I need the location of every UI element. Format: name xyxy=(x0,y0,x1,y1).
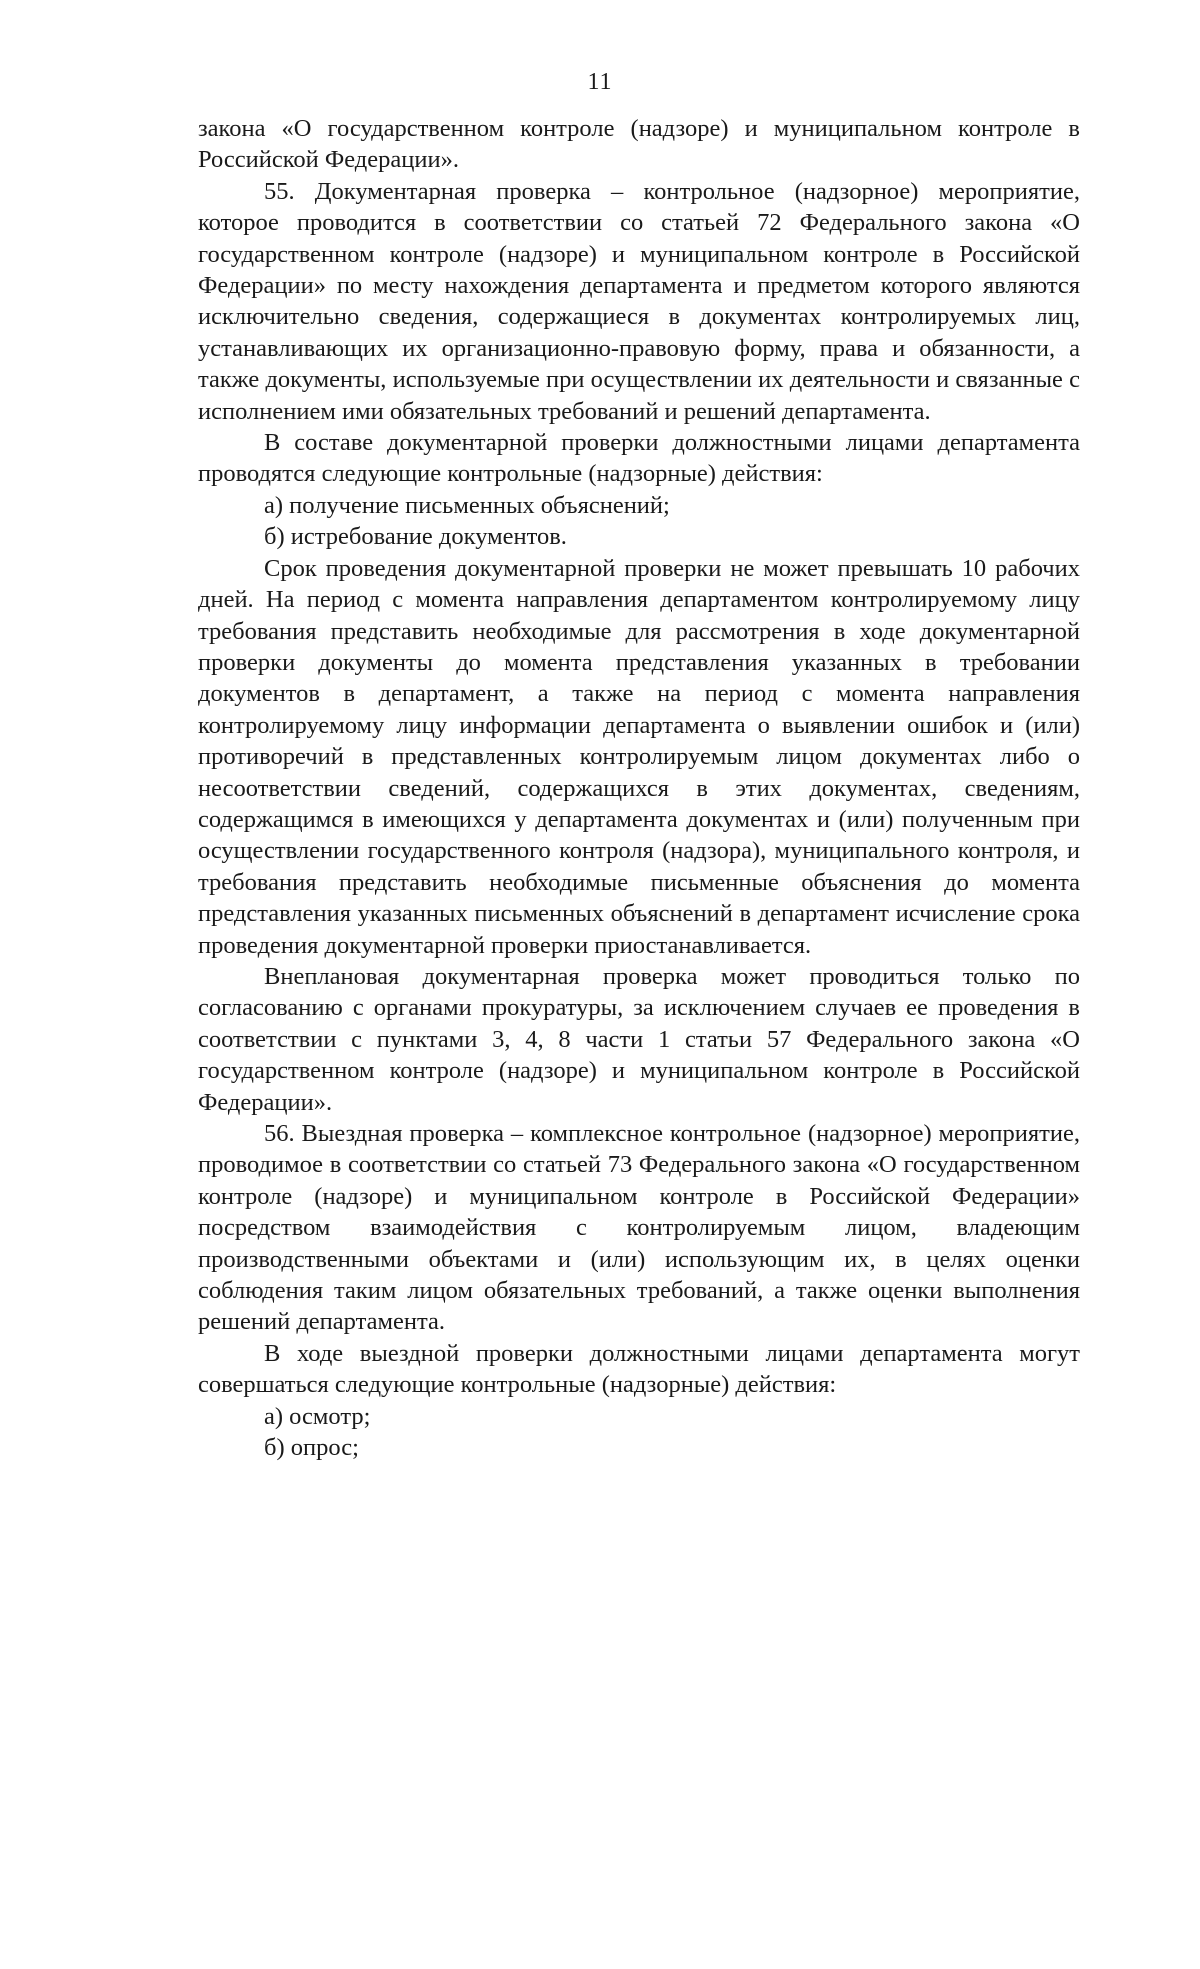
paragraph-onsite-actions: В ходе выездной проверки должностными лицами департамента могут совершаться следующие контрольные (надзорные) действия: xyxy=(198,1339,1080,1399)
paragraph-item-55: 55. Документарная проверка – контрольное (надзорное) мероприятие, которое проводится в соответствии со статьей 72 Федерального закона «О государственном контроле (надзоре) и муниципальном контроле в Российской Федерации» по месту нахождения департамента и предметом которого являются исключительно сведения, содержащиеся в документах контролируемых лиц, устанавливающих их организационно-правовую форму, права и обязанности, а также документы, используемые при осуществлении их деятельности и связанные с исполнением ими обязательных требований и решений департамента. xyxy=(198,177,1080,425)
list-item-b: б) истребование документов. xyxy=(264,523,567,551)
list-item-a-inspection: а) осмотр; xyxy=(264,1402,371,1430)
paragraph-documentary-actions: В составе документарной проверки должностными лицами департамента проводятся следующие контрольные (надзорные) действия: xyxy=(198,429,1080,488)
list-item-a: а) получение письменных объяснений; xyxy=(264,491,670,519)
page-number: 11 xyxy=(587,69,613,95)
paragraph-inspection-term: Срок проведения документарной проверки не может превышать 10 рабочих дней. На период с момента направления департаментом контролируемому лицу требования представить необходимые для рассмотрения в ходе документарной проверки документы до момента представления указанных в требовании документов в департамент, а также на период с момента направления контролируемому лицу информации департамента о выявлении ошибок и (или) противоречий в представленных контролируемым лицом документах либо о несоответствии сведений, содержащихся в этих документах, сведениям, содержащимся в имеющихся у департамента документах и (или) полученным при осуществлении государственного контроля (надзора), муниципального контроля, и требования представить необходимые письменные объяснения до момента представления указанных письменных объяснений в департамент исчисление срока проведения документарной проверки приостанавливается. xyxy=(198,554,1080,959)
paragraph-unscheduled-inspection: Внеплановая документарная проверка может проводиться только по согласованию с органами прокуратуры, за исключением случаев ее проведения в соответствии с пунктами 3, 4, 8 части 1 статьи 57 Федерального закона «О государственном контроле (надзоре) и муниципальном контроле в Российской Федерации». xyxy=(198,962,1080,1116)
paragraph-item-56: 56. Выездная проверка – комплексное контрольное (надзорное) мероприятие, проводимое в соответствии со статьей 73 Федерального закона «О государственном контроле (надзоре) и муниципальном контроле в Российской Федерации» посредством взаимодействия с контролируемым лицом, владеющим производственными объектами и (или) использующим их, в целях оценки соблюдения таким лицом обязательных требований, а также оценки выполнения решений департамента. xyxy=(198,1120,1080,1336)
paragraph-continuation: закона «О государственном контроле (надзоре) и муниципальном контроле в Российской Федерации». xyxy=(198,115,1080,174)
document-body xyxy=(198,113,1080,1463)
list-item-b-survey: б) опрос; xyxy=(264,1434,359,1462)
